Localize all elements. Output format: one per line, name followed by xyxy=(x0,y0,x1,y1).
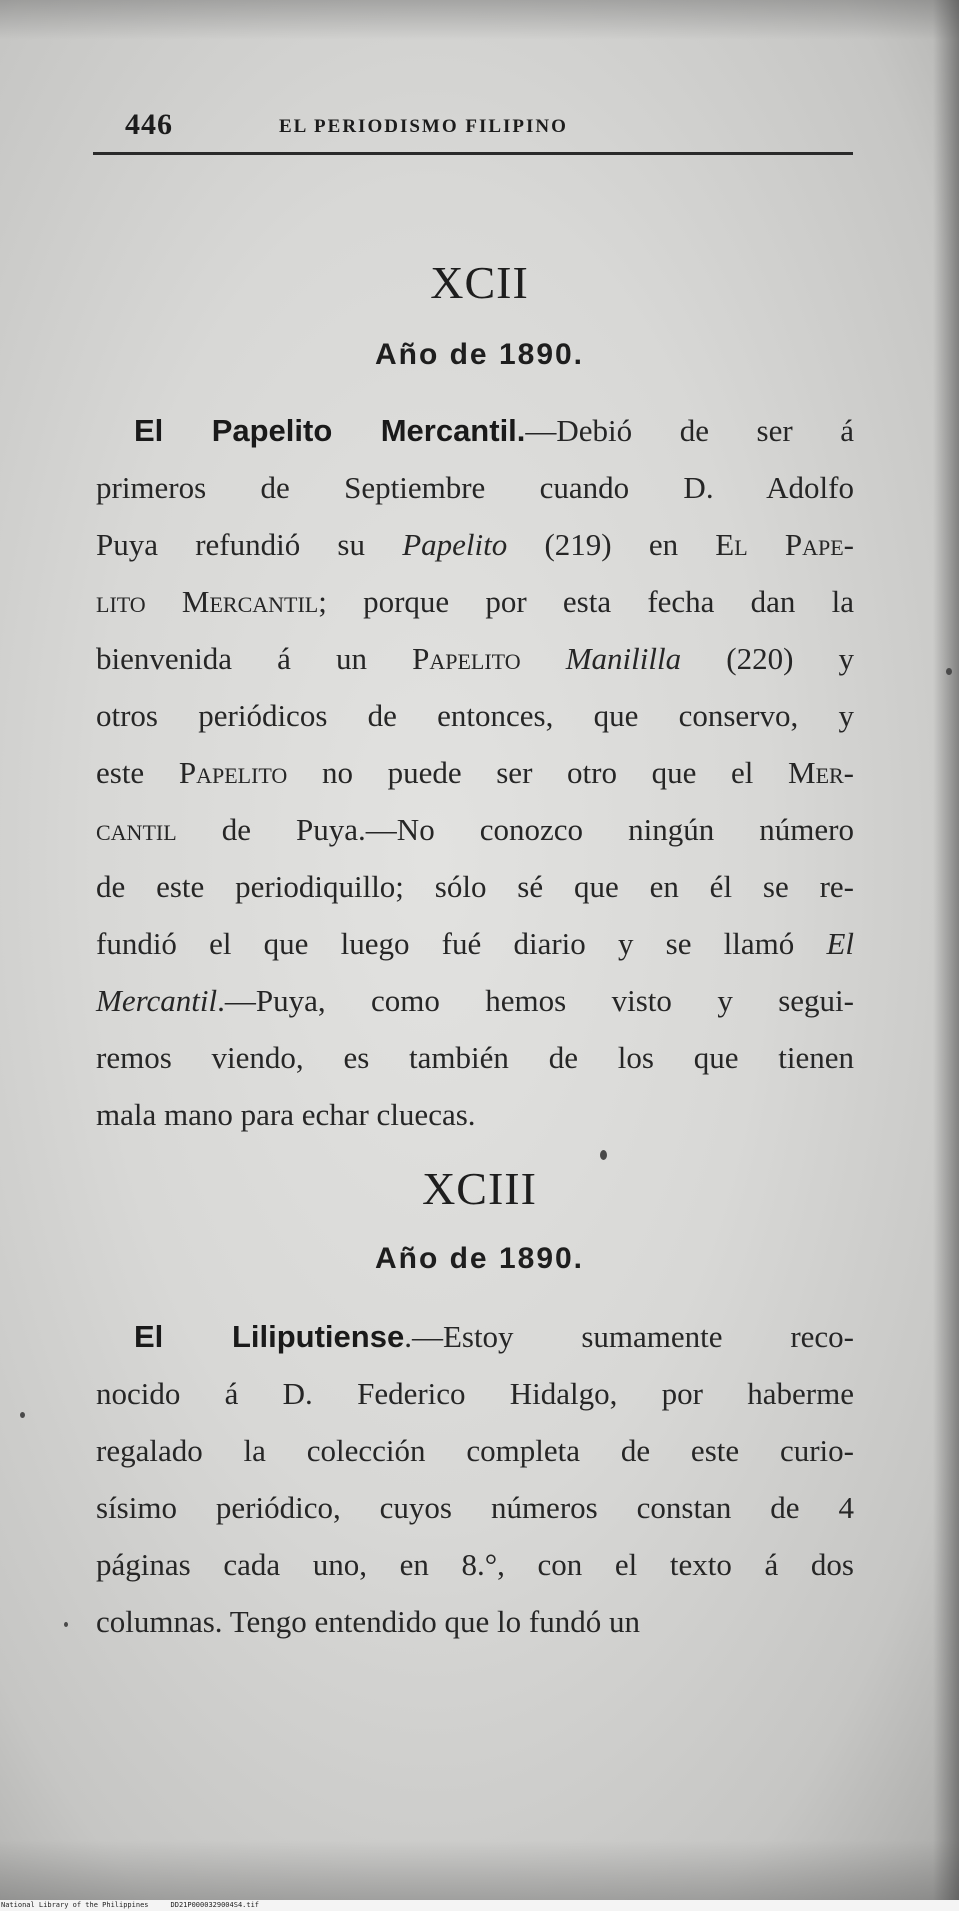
text-line xyxy=(96,1086,854,1143)
text-line xyxy=(96,858,854,915)
text-line xyxy=(96,1308,854,1365)
text-run: fundió el que luego fué diario y se llamó xyxy=(96,926,827,961)
page-header xyxy=(93,108,853,156)
text-run: Puya refundió su xyxy=(96,527,403,562)
text-run: bienvenida á un xyxy=(96,641,413,676)
text-run: remos viendo, es también de los que tienen xyxy=(96,1040,854,1075)
text-line xyxy=(96,687,854,744)
text-run: mala mano para echar cluecas. xyxy=(96,1097,476,1132)
italic-text: Manililla xyxy=(565,641,682,676)
top-edge-shadow xyxy=(0,0,959,40)
footer-file-id: DD21P0000329004S4.tif xyxy=(170,1901,260,1909)
scan-speck xyxy=(64,1622,68,1627)
text-line xyxy=(96,573,854,630)
text-line xyxy=(96,1479,854,1536)
text-run: .—Puya, como hemos visto y segui- xyxy=(217,983,854,1018)
text-run: .—Estoy sumamente reco- xyxy=(404,1319,854,1354)
text-run: (220) y xyxy=(681,641,855,676)
periodical-title: El Liliputiense xyxy=(134,1319,405,1354)
periodical-title: El Papelito Mercantil. xyxy=(134,413,526,448)
text-run: páginas cada uno, en 8.°, con el texto á dos xyxy=(96,1547,854,1582)
text-line xyxy=(96,402,854,459)
text-line xyxy=(96,1593,854,1650)
section-year-xciii: Año de 1890. xyxy=(374,1242,585,1275)
header-rule xyxy=(93,152,853,155)
text-run: —Debió de ser á xyxy=(525,413,854,448)
text-run: otros periódicos de entonces, que conservo, y xyxy=(96,698,854,733)
text-line xyxy=(96,1029,854,1086)
text-run: no puede ser otro que el xyxy=(287,755,788,790)
text-run: (219) en xyxy=(507,527,716,562)
scan-footer xyxy=(0,1900,959,1911)
text-line xyxy=(96,744,854,801)
text-run: columnas. Tengo entendido que lo fundó un xyxy=(96,1604,640,1639)
footer-library: National Library of the Philippines xyxy=(1,1901,149,1909)
page-number: 446 xyxy=(125,108,173,141)
text-run: ; porque por esta fecha dan la xyxy=(318,584,854,619)
text-line xyxy=(96,1422,854,1479)
scan-speck xyxy=(20,1412,25,1418)
text-run xyxy=(521,641,566,676)
text-line xyxy=(96,459,854,516)
paragraph-papelito-mercantil xyxy=(96,402,854,1143)
section-heading-xciii: XCIII xyxy=(422,1163,537,1214)
italic-text: Papelito xyxy=(402,527,508,562)
text-run: nocido á D. Federico Hidalgo, por haberme xyxy=(96,1376,854,1411)
text-run: de este periodiquillo; sólo sé que en él se re- xyxy=(96,869,854,904)
text-run: de Puya.—No conozco ningún número xyxy=(176,812,854,847)
text-run: regalado la colección completa de este curio- xyxy=(96,1433,854,1468)
small-caps-text: Papelito xyxy=(412,641,521,676)
section-heading-xcii: XCII xyxy=(430,257,529,308)
italic-text: Mercantil xyxy=(96,983,218,1018)
text-run: primeros de Septiembre cuando D. Adolfo xyxy=(96,470,854,505)
small-caps-text: Mer- xyxy=(788,755,854,790)
bottom-edge-shadow xyxy=(0,1840,959,1900)
small-caps-text: Papelito xyxy=(178,755,288,790)
small-caps-text: lito Mercantil xyxy=(96,584,319,619)
small-caps-text: cantil xyxy=(96,812,177,847)
text-line xyxy=(96,801,854,858)
text-line xyxy=(96,915,854,972)
scan-speck xyxy=(600,1150,607,1160)
paragraph-liliputiense xyxy=(96,1308,854,1650)
text-run: sísimo periódico, cuyos números constan de 4 xyxy=(96,1490,854,1525)
section-year-xcii: Año de 1890. xyxy=(374,338,585,371)
small-caps-text: El Pape- xyxy=(715,527,855,562)
text-line xyxy=(96,1365,854,1422)
scan-speck xyxy=(946,668,952,675)
running-title: EL PERIODISMO FILIPINO xyxy=(279,116,568,137)
text-run: este xyxy=(96,755,179,790)
text-line xyxy=(96,972,854,1029)
italic-text: El xyxy=(826,926,854,961)
text-line xyxy=(96,1536,854,1593)
text-line xyxy=(96,630,854,687)
text-line xyxy=(96,516,854,573)
